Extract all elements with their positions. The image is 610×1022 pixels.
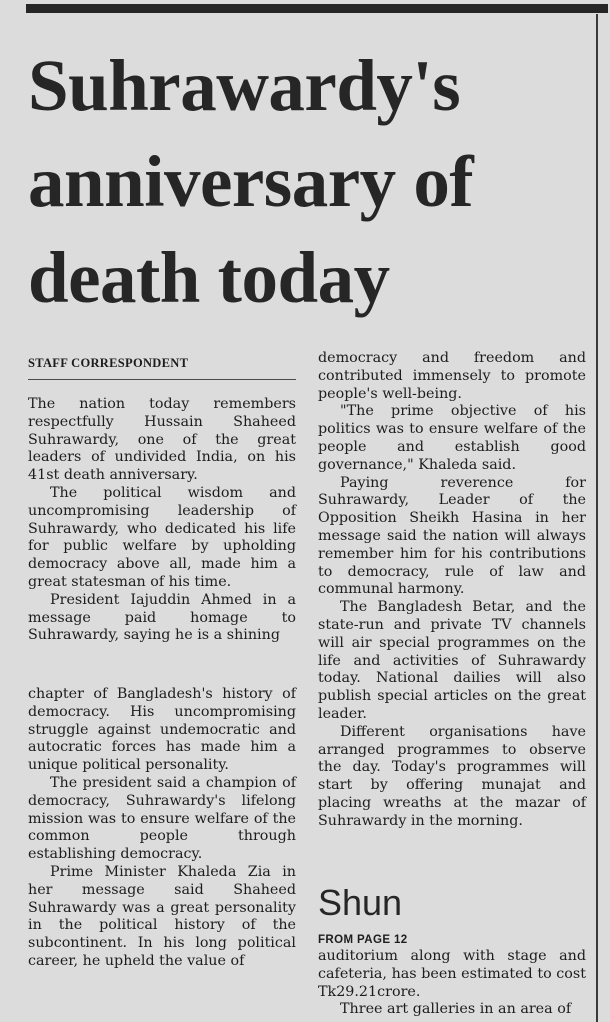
byline: STAFF CORRESPONDENT xyxy=(28,356,189,370)
paragraph: Prime Minister Khaleda Zia in her message said Shaheed Suhrawardy was a great personality in the political history of the subcontinent. In his long political career, he upheld the value of xyxy=(28,863,296,969)
byline-rule xyxy=(28,379,296,380)
paragraph: chapter of Bangladesh's history of democracy. His uncompromising struggle against undemocratic and autocratic forces has made him a unique political personality. xyxy=(28,686,296,774)
continued-story-text xyxy=(318,948,586,1019)
headline: Suhrawardy's anniversary of death today xyxy=(28,45,474,318)
paragraph: Paying reverence for Suhrawardy, Leader of the Opposition Sheikh Hasina in her message said the nation will always remember him for his contributions to democracy, rule of law and communal harmony. xyxy=(318,474,586,598)
paragraph: democracy and freedom and contributed immensely to promote people's well-being. xyxy=(318,350,586,402)
paragraph: "The prime objective of his politics was to ensure welfare of the people and establish good governance," Khaleda said. xyxy=(318,403,586,473)
column-rule xyxy=(596,14,598,1022)
paragraph: The Bangladesh Betar, and the state-run and private TV channels will air special programmes on the life and activities of Suhrawardy today. National dailies will also publish special articles on the great leader. xyxy=(318,599,586,722)
paragraph: auditorium along with stage and cafeteria, has been estimated to cost Tk29.21crore. xyxy=(318,948,586,1000)
paragraph: Three art galleries in an area of xyxy=(340,1001,572,1018)
top-rule xyxy=(26,4,608,13)
column-1-bottom xyxy=(28,686,296,971)
paragraph: President Iajuddin Ahmed in a message paid homage to Suhrawardy, saying he is a shining xyxy=(28,591,296,644)
column-1-top xyxy=(28,396,296,645)
paragraph: The nation today remembers respectfully Hussain Shaheed Suhrawardy, one of the great leaders of undivided India, on his 41st death anniversary. xyxy=(28,396,296,484)
from-page-label: FROM PAGE 12 xyxy=(318,934,408,946)
paragraph: The president said a champion of democracy, Suhrawardy's lifelong mission was to ensure welfare of the common people through establishing democracy. xyxy=(28,774,296,863)
column-2 xyxy=(318,350,586,831)
continued-story-title: Shun xyxy=(318,882,403,923)
paragraph: The political wisdom and uncompromising leadership of Suhrawardy, who dedicated his life for public welfare by upholding democracy above all, made him a great statesman of his time. xyxy=(28,484,296,590)
paragraph: Different organisations have arranged programmes to observe the day. Today's programmes will start by offering munajat and placing wreaths at the mazar of Suhrawardy in the morning. xyxy=(318,723,586,829)
